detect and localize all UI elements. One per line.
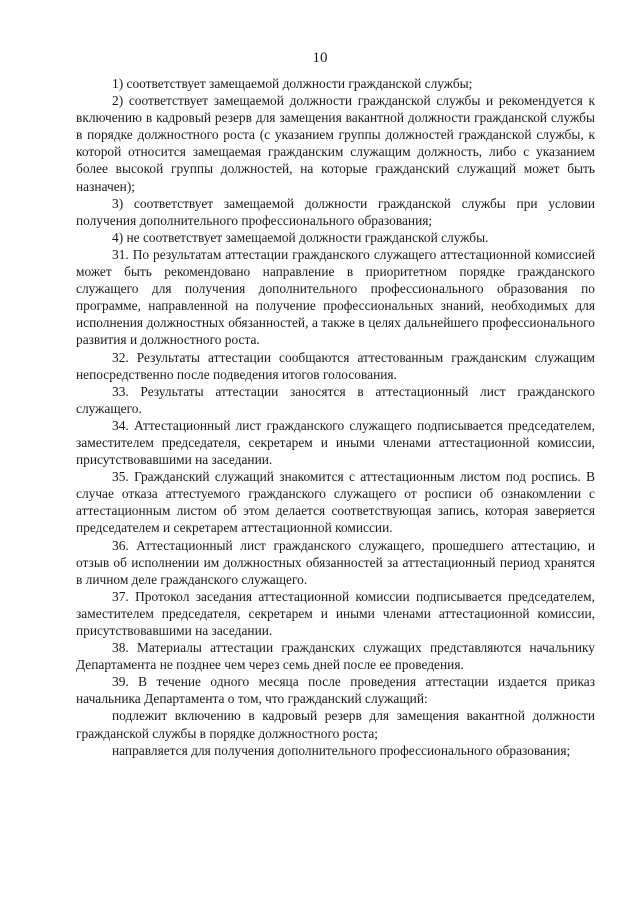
paragraph-item-2-reserve: 2) соответствует замещаемой должности гражданской службы и рекомендуется к включению в кадровый резерв для замещения вакантной должности гражданской службы в порядке должностного роста (с указанием группы должностей гражданской службы, к которой относится замещаемая гражданским служащим должность, либо с указанием более высокой группы должностей, на которые гражданский служащий может быть назначен); — [76, 93, 595, 194]
document-body — [76, 75, 595, 759]
paragraph-clause-33: 33. Результаты аттестации заносятся в аттестационный лист гражданского служащего. — [76, 383, 595, 416]
paragraph-clause-34: 34. Аттестационный лист гражданского служащего подписывается председателем, заместителем председателя, секретарем и иными членами аттестационной комиссии, присутствовавшими на заседании. — [76, 417, 595, 468]
paragraph-clause-38: 38. Материалы аттестации гражданских служащих представляются начальнику Департамента не позднее чем через семь дней после ее проведения. — [76, 640, 595, 673]
paragraph-item-3-conditional: 3) соответствует замещаемой должности гражданской службы при условии получения дополнительного профессионального образования; — [76, 195, 595, 228]
paragraph-item-1-corresponds: 1) соответствует замещаемой должности гражданской службы; — [112, 76, 473, 91]
paragraph-clause-32: 32. Результаты аттестации сообщаются аттестованным гражданским служащим непосредственно после подведения итогов голосования. — [76, 349, 595, 382]
paragraph-clause-39: 39. В течение одного месяца после проведения аттестации издается приказ начальника Департамента о том, что гражданский служащий: — [76, 674, 595, 707]
paragraph-item-4-not-corresponds: 4) не соответствует замещаемой должности гражданской службы. — [112, 229, 489, 245]
paragraph-clause-39-option-education: направляется для получения дополнительного профессионального образования; — [112, 742, 571, 758]
page-number: 10 — [312, 50, 328, 66]
paragraph-clause-35: 35. Гражданский служащий знакомится с аттестационным листом под роспись. В случае отказа аттестуемого гражданского служащего от росписи об ознакомлении с аттестационным листом об этом делается соответствующая запись, которая заверяется председателем и секретарем аттестационной комиссии. — [76, 469, 595, 536]
paragraph-clause-36: 36. Аттестационный лист гражданского служащего, прошедшего аттестацию, и отзыв об исполнении им должностных обязанностей за аттестационный период хранятся в личном деле гражданского служащего. — [76, 537, 595, 587]
paragraph-clause-31: 31. По результатам аттестации гражданского служащего аттестационной комиссией может быть рекомендовано направление в приоритетном порядке гражданского служащего для получения дополнительного профессионального образования по программе, направленной на получение профессиональных знаний, необходимых для исполнения должностных обязанностей, а также в целях дальнейшего профессионального развития и должностного роста. — [76, 246, 595, 348]
paragraph-clause-39-option-reserve: подлежит включению в кадровый резерв для замещения вакантной должности гражданской службы в порядке должностного роста; — [76, 708, 595, 741]
paragraph-clause-37: 37. Протокол заседания аттестационной комиссии подписывается председателем, заместителем председателя, секретарем и иными членами аттестационной комиссии, присутствовавшими на заседании. — [76, 588, 595, 638]
